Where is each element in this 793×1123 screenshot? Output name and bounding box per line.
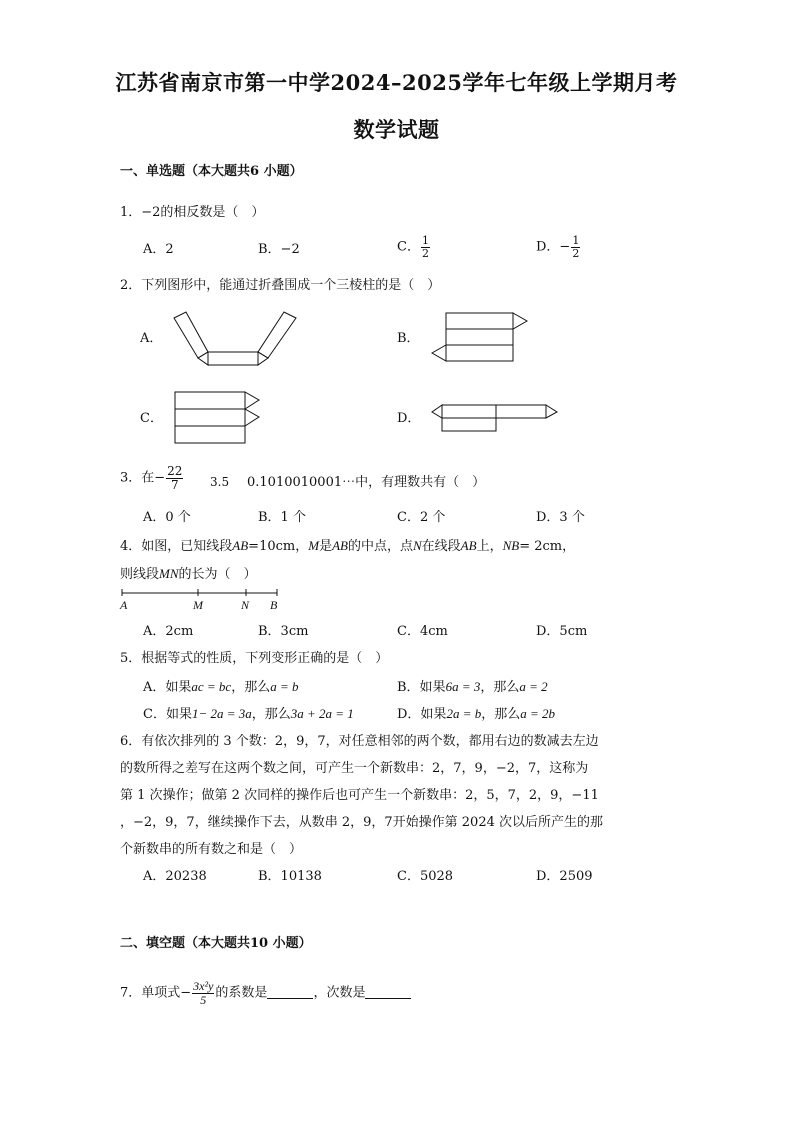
q7-fraction: $\frac{\text{3x²y}}{5}$ bbox=[193, 979, 214, 1007]
q6-stem-line1: 6．有依次排列的 3 个数：2，9，7，对任意相邻的两个数，都用右边的数减去左边 bbox=[120, 734, 599, 749]
q3-stem bbox=[120, 465, 184, 491]
q3-fraction: $\frac{22}{7}$ bbox=[167, 464, 183, 492]
q7-blank-coefficient[interactable] bbox=[267, 987, 313, 999]
q3-number-2: 3.5 bbox=[210, 475, 230, 489]
section-heading-single-choice: 一、单选题（本大题共6 小题） bbox=[120, 164, 303, 179]
q4-stem-line1: 4．如图，已知线段AB=10cm，M是AB的中点，点N在线段AB上，NB= 2cm， bbox=[120, 538, 576, 554]
q1-option-d-label: D．− bbox=[536, 239, 571, 255]
q3-option-b: B．1 个 bbox=[258, 510, 306, 525]
q4-point-b-label: B bbox=[270, 598, 278, 612]
q7-text-1: 的系数是 bbox=[215, 985, 268, 1001]
q3-option-d: D．3 个 bbox=[536, 510, 585, 525]
q1-option-c bbox=[397, 235, 431, 259]
q6-option-c: C．5028 bbox=[397, 869, 454, 884]
q3-prefix: 3．在− bbox=[120, 470, 166, 486]
q7-blank-degree[interactable] bbox=[365, 987, 411, 999]
q5-option-d: D．如果2a = b，那么a = 2b bbox=[397, 706, 556, 722]
q4-point-a-label: A bbox=[120, 598, 128, 612]
q2-option-c: C． bbox=[140, 411, 163, 426]
q2-option-d: D． bbox=[397, 411, 421, 426]
q3-option-a: A．0 个 bbox=[143, 510, 191, 525]
q4-option-d: D．5cm bbox=[536, 624, 588, 639]
q6-stem-line2: 的数所得之差写在这两个数之间，可产生一个新数串：2，7，9，−2，7，这称为 bbox=[120, 761, 589, 776]
q7-prefix: 7．单项式− bbox=[120, 985, 192, 1001]
q6-option-b: B．10138 bbox=[258, 869, 322, 884]
q1-option-d-fraction: $\frac{1}{2}$ bbox=[572, 234, 580, 260]
q1-option-a: A．2 bbox=[143, 242, 174, 257]
q1-option-c-label: C． bbox=[397, 239, 420, 255]
q2-option-b: B． bbox=[397, 331, 420, 346]
q4-stem-line2: 则线段MN的长为（ ） bbox=[120, 566, 257, 582]
q6-stem-line4: ，−2，9，7，继续操作下去，从数串 2，9，7开始操作第 2024 次以后所产生的那 bbox=[120, 815, 603, 830]
q7-text-2: ，次数是 bbox=[313, 985, 366, 1001]
q4-point-m-label: M bbox=[193, 598, 203, 612]
q6-option-a: A．20238 bbox=[143, 869, 207, 884]
q1-stem: 1．−2的相反数是（ ） bbox=[120, 205, 265, 220]
q3-option-c: C．2 个 bbox=[397, 510, 446, 525]
q7-stem bbox=[120, 980, 411, 1006]
section-heading-fill-in: 二、填空题（本大题共10 小题） bbox=[120, 936, 312, 951]
q4-option-a: A．2cm bbox=[143, 624, 194, 639]
q5-option-a: A．如果ac = bc，那么a = b bbox=[143, 679, 299, 695]
q2-stem: 2．下列图形中，能通过折叠围成一个三棱柱的是（ ） bbox=[120, 278, 441, 293]
q5-option-b: B．如果6a = 3，那么a = 2 bbox=[397, 679, 548, 695]
q1-option-d bbox=[536, 235, 581, 259]
q2-option-a: A． bbox=[140, 331, 163, 346]
q1-option-c-fraction: $\frac{1}{2}$ bbox=[421, 234, 429, 260]
page-title-line2: 数学试题 bbox=[353, 117, 440, 142]
q6-stem-line5: 个新数串的所有数之和是（ ） bbox=[120, 842, 303, 857]
page-title-line1: 江苏省南京市第一中学2024–2025学年七年级上学期月考 bbox=[115, 70, 678, 95]
q4-option-b: B．3cm bbox=[258, 624, 309, 639]
q6-option-d: D．2509 bbox=[536, 869, 593, 884]
q5-option-c: C．如果1− 2a = 3a，那么3a + 2a = 1 bbox=[143, 706, 354, 722]
q4-point-n-label: N bbox=[241, 598, 250, 612]
q4-option-c: C．4cm bbox=[397, 624, 448, 639]
q3-number-3: 0.1010010001⋯中，有理数共有（ ） bbox=[247, 475, 486, 490]
q5-stem: 5．根据等式的性质，下列变形正确的是（ ） bbox=[120, 651, 389, 666]
q1-option-b: B．−2 bbox=[258, 242, 300, 257]
q6-stem-line3: 第 1 次操作；做第 2 次同样的操作后也可产生一个新数串：2，5，7，2，9，−11 bbox=[120, 788, 599, 803]
